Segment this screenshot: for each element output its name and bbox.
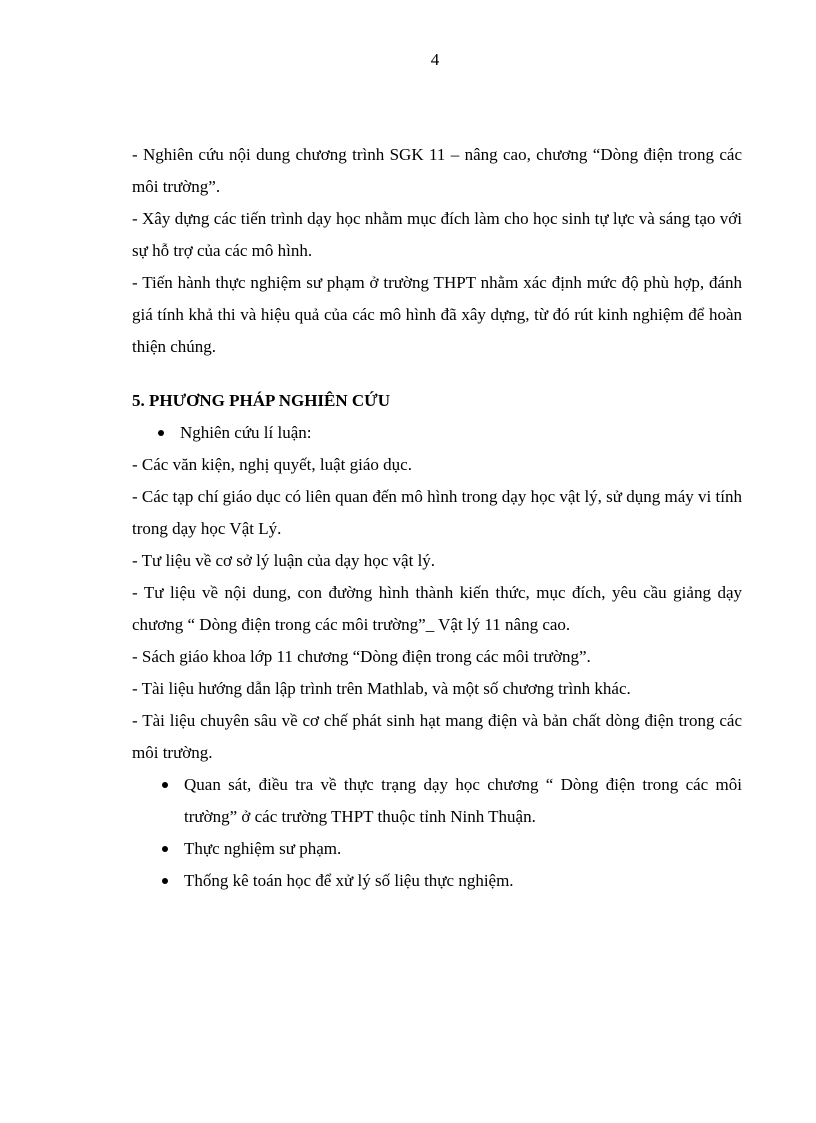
method-bullet-text: Quan sát, điều tra về thực trạng dạy học chương “ Dòng điện trong các môi trường” ở các trường THPT thuộc tỉnh Ninh Thuận. — [184, 775, 742, 826]
theory-item: - Sách giáo khoa lớp 11 chương “Dòng điện trong các môi trường”. — [132, 647, 591, 666]
theory-item: - Tư liệu về cơ sở lý luận của dạy học vật lý. — [132, 551, 436, 570]
theory-item: - Các tạp chí giáo dục có liên quan đến mô hình trong dạy học vật lý, sử dụng máy vi tính trong dạy học Vật Lý. — [132, 487, 742, 538]
theory-item: - Tài liệu chuyên sâu về cơ chế phát sinh hạt mang điện và bản chất dòng điện trong các môi trường. — [132, 711, 742, 762]
section-heading: 5. PHƯƠNG PHÁP NGHIÊN CỨU — [132, 391, 390, 410]
bullet-icon — [158, 430, 164, 436]
theory-bullet-label: Nghiên cứu lí luận: — [180, 423, 312, 442]
theory-item: - Các văn kiện, nghị quyết, luật giáo dục. — [132, 455, 412, 474]
method-bullet — [132, 865, 742, 897]
method-bullet — [132, 833, 742, 865]
page-number: 4 — [430, 50, 440, 69]
bullet-icon — [162, 782, 168, 788]
method-bullet — [132, 769, 742, 833]
bullet-icon — [162, 846, 168, 852]
bullet-icon — [162, 878, 168, 884]
intro-item: - Tiến hành thực nghiệm sư phạm ở trường THPT nhằm xác định mức độ phù hợp, đánh giá tính khả thi và hiệu quả của các mô hình đã xây dựng, từ đó rút kinh nghiệm để hoàn thiện chúng. — [132, 273, 742, 356]
theory-bullet — [132, 417, 742, 449]
intro-item: - Xây dựng các tiến trình dạy học nhằm mục đích làm cho học sinh tự lực và sáng tạo với sự hỗ trợ của các mô hình. — [132, 209, 742, 260]
theory-item: - Tài liệu hướng dẫn lập trình trên Mathlab, và một số chương trình khác. — [132, 679, 631, 698]
intro-item: - Nghiên cứu nội dung chương trình SGK 11 – nâng cao, chương “Dòng điện trong các môi trường”. — [132, 145, 742, 196]
method-bullet-text: Thực nghiệm sư phạm. — [184, 839, 342, 858]
method-bullet-text: Thống kê toán học để xử lý số liệu thực nghiệm. — [184, 871, 514, 890]
theory-item: - Tư liệu về nội dung, con đường hình thành kiến thức, mục đích, yêu cầu giảng dạy chương “ Dòng điện trong các môi trường”_ Vật lý 11 nâng cao. — [132, 583, 742, 634]
document-body — [132, 139, 742, 897]
